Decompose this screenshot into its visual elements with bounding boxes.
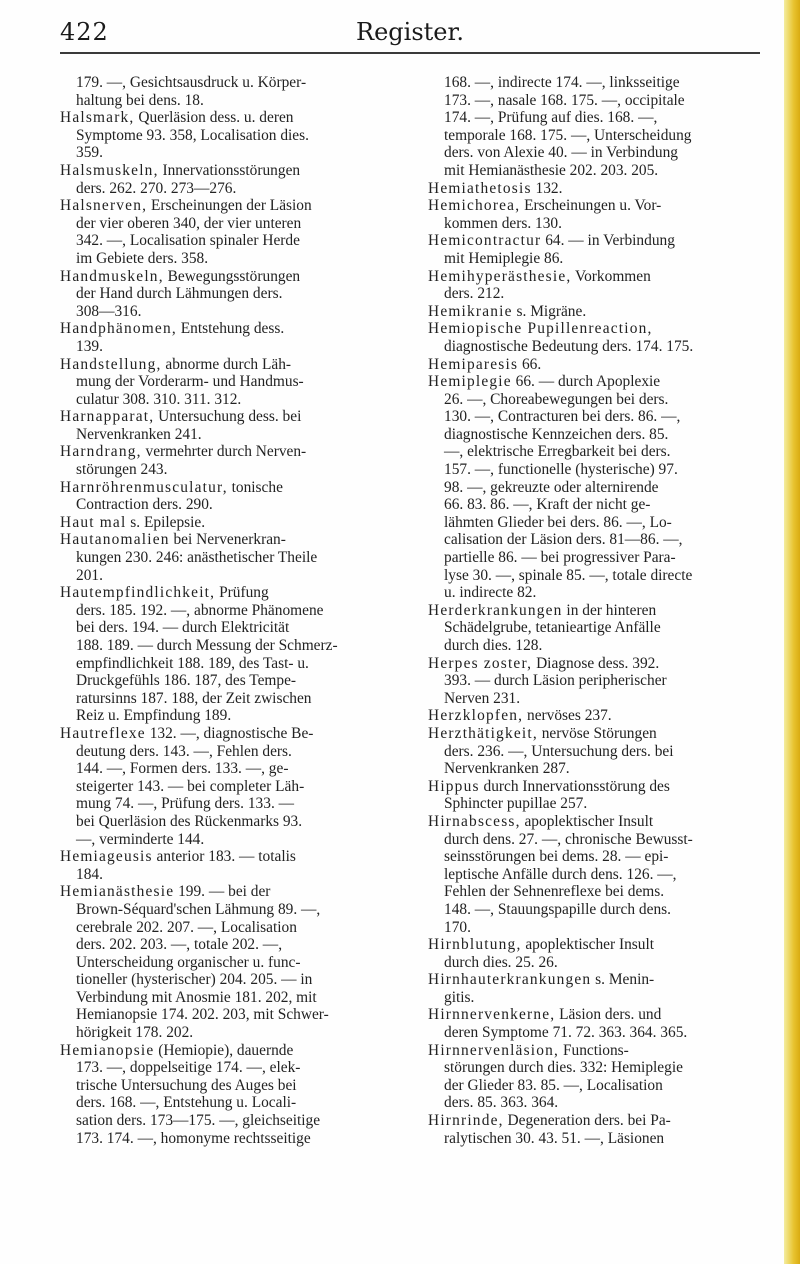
index-line	[428, 760, 758, 778]
index-line-text: 132. —, diagnostische Be-	[145, 724, 314, 742]
index-line-text: deutung ders. 143. —, Fehlen ders.	[76, 742, 292, 760]
index-line	[428, 707, 758, 725]
index-line-text: apoplektischer Insult	[520, 812, 654, 830]
index-line	[428, 531, 758, 549]
index-headword: Hautanomalien	[60, 531, 170, 549]
index-line-text: nervöses 237.	[523, 707, 612, 725]
index-line	[60, 197, 390, 215]
index-line-text: 173. —, nasale 168. 175. —, occipitale	[444, 91, 685, 109]
index-line	[60, 795, 390, 813]
index-line	[428, 1024, 758, 1042]
index-line-text: hörigkeit 178. 202.	[76, 1024, 194, 1042]
index-line	[428, 883, 758, 901]
index-line-text: Diagnose dess. 392.	[532, 654, 660, 672]
index-line	[428, 725, 758, 743]
index-line	[60, 919, 390, 937]
index-line	[60, 426, 390, 444]
index-line	[60, 883, 390, 901]
index-headword: Hemianopsie	[60, 1041, 155, 1059]
index-line-text: trische Untersuchung des Auges bei	[76, 1076, 297, 1094]
index-line-text: durch dies. 128.	[444, 637, 543, 654]
index-line	[428, 1094, 758, 1112]
index-line	[428, 74, 758, 92]
index-line	[60, 443, 390, 461]
index-line	[428, 92, 758, 110]
index-headword: Hirnrinde,	[428, 1112, 504, 1130]
index-headword: Hirnnervenkerne,	[428, 1006, 556, 1024]
index-line	[428, 919, 758, 937]
index-line	[428, 637, 758, 655]
index-line-text: störungen 243.	[76, 461, 168, 479]
index-line	[60, 338, 390, 356]
index-line-text: Druckgefühls 186. 187, des Tempe-	[76, 672, 297, 690]
index-line	[428, 901, 758, 919]
index-headword: Halsmark,	[60, 109, 135, 127]
index-line-text: Verbindung mit Anosmie 181. 202, mit	[76, 988, 317, 1006]
index-line-text: steigerter 143. — bei completer Läh-	[76, 777, 305, 795]
index-headword: Harndrang,	[60, 443, 142, 461]
index-line-text: störungen durch dies. 332: Hemiplegie	[444, 1059, 683, 1077]
index-line-text: Erscheinungen u. Vor-	[520, 197, 662, 215]
index-line	[60, 602, 390, 620]
index-line-text: s. Migräne.	[512, 302, 587, 320]
index-line-text: 64. — in Verbindung	[541, 232, 675, 250]
index-line-text: Innervationsstörungen	[158, 161, 301, 179]
index-line-text: anterior 183. — totalis	[152, 848, 296, 866]
index-line	[60, 584, 390, 602]
index-column-right	[428, 74, 758, 1147]
index-line-text: ders. 212.	[444, 285, 505, 303]
index-line	[60, 250, 390, 268]
page-edge-strip	[784, 0, 800, 1264]
index-line	[428, 989, 758, 1007]
index-line	[60, 408, 390, 426]
index-line	[60, 320, 390, 338]
index-line-text: Schädelgrube, tetanieartige Anfälle	[444, 619, 661, 637]
index-headword: Hemicontractur	[428, 232, 542, 250]
index-line	[60, 725, 390, 743]
index-line-text: temporale 168. 175. —, Unterscheidung	[444, 126, 692, 144]
index-headword: Hemihyperästhesie,	[428, 267, 572, 285]
index-line	[60, 479, 390, 497]
index-line	[60, 813, 390, 831]
index-line	[428, 672, 758, 690]
index-line	[428, 567, 758, 585]
index-line-text: 168. —, indirecte 174. —, linksseitige	[444, 74, 680, 91]
index-line-text: Entstehung dess.	[176, 320, 285, 338]
index-line	[428, 743, 758, 761]
index-line	[428, 584, 758, 602]
index-line-text: diagnostische Kennzeichen ders. 85.	[444, 425, 669, 443]
index-line	[428, 127, 758, 145]
index-line-text: Querläsion dess. u. deren	[134, 109, 294, 127]
index-line	[428, 1077, 758, 1095]
index-line	[60, 743, 390, 761]
index-headword: Handmuskeln,	[60, 267, 164, 285]
index-line	[60, 215, 390, 233]
index-headword: Herzklopfen,	[428, 707, 524, 725]
index-line-text: 26. —, Choreabewegungen bei ders.	[444, 390, 669, 408]
running-title: Register.	[356, 18, 464, 46]
index-line-text: diagnostische Bedeutung ders. 174. 175.	[444, 337, 694, 355]
index-line-text: 359.	[76, 144, 103, 162]
index-line-text: 179. —, Gesichtsausdruck u. Körper-	[76, 74, 307, 91]
index-line	[60, 74, 390, 92]
index-line-text: lyse 30. —, spinale 85. —, totale directe	[444, 566, 693, 584]
index-line	[428, 479, 758, 497]
index-line	[428, 356, 758, 374]
index-line	[60, 901, 390, 919]
index-line	[428, 514, 758, 532]
index-column-left	[60, 74, 390, 1147]
index-line-text: 342. —, Localisation spinaler Herde	[76, 232, 300, 250]
index-line	[60, 778, 390, 796]
index-line-text: der vier oberen 340, der vier unteren	[76, 214, 302, 232]
index-line	[428, 373, 758, 391]
index-line	[60, 1006, 390, 1024]
index-line-text: 144. —, Formen ders. 133. —, ge-	[76, 760, 289, 778]
index-headword: Hemichorea,	[428, 197, 521, 215]
index-line	[60, 954, 390, 972]
index-line-text: deren Symptome 71. 72. 363. 364. 365.	[444, 1024, 688, 1042]
index-line-text: vermehrter durch Nerven-	[141, 443, 307, 461]
index-line	[428, 778, 758, 796]
index-line	[60, 936, 390, 954]
index-line-text: 98. —, gekreuzte oder alternirende	[444, 478, 659, 496]
index-line-text: —, elektrische Erregbarkeit bei ders.	[444, 443, 671, 461]
index-line-text: calisation der Läsion ders. 81—86. —,	[444, 531, 683, 549]
index-line-text: haltung bei dens. 18.	[76, 91, 204, 109]
index-line-text: cerebrale 202. 207. —, Localisation	[76, 918, 297, 936]
index-line-text: ralytischen 30. 43. 51. —, Läsionen	[444, 1129, 665, 1147]
index-line	[60, 232, 390, 250]
index-line-text: Brown-Séquard'schen Lähmung 89. —,	[76, 900, 321, 918]
index-line	[428, 197, 758, 215]
index-headword: Hemiparesis	[428, 355, 519, 373]
index-headword: Harnapparat,	[60, 408, 155, 426]
index-line-text: Läsion ders. und	[555, 1006, 662, 1024]
index-line	[60, 567, 390, 585]
index-headword: Harnröhrenmusculatur,	[60, 478, 228, 496]
index-line	[60, 496, 390, 514]
index-line-text: ders. 185. 192. —, abnorme Phänomene	[76, 601, 324, 619]
index-line-text: ders. 85. 363. 364.	[444, 1094, 559, 1112]
index-headword: Handstellung,	[60, 355, 162, 373]
index-line	[428, 971, 758, 989]
index-line	[428, 391, 758, 409]
index-line	[428, 655, 758, 673]
index-line	[428, 285, 758, 303]
index-line	[60, 549, 390, 567]
index-headword: Hirnhauterkrankungen	[428, 971, 592, 989]
index-headword: Hemiathetosis	[428, 179, 532, 197]
index-line	[60, 268, 390, 286]
index-line-text: s. Menin-	[591, 971, 655, 989]
index-line	[428, 426, 758, 444]
index-line	[428, 866, 758, 884]
index-line-text: 132.	[531, 179, 563, 197]
index-line-text: mit Hemianästhesie 202. 203. 205.	[444, 161, 659, 179]
index-line-text: Reiz u. Empfindung 189.	[76, 707, 232, 725]
index-line	[428, 954, 758, 972]
index-line-text: sation ders. 173—175. —, gleichseitige	[76, 1112, 321, 1130]
index-line	[428, 813, 758, 831]
index-line-text: Untersuchung dess. bei	[154, 408, 302, 426]
index-line-text: nervöse Störungen	[537, 724, 657, 742]
index-line-text: 174. —, Prüfung auf dies. 168. —,	[444, 109, 658, 127]
index-line-text: 393. — durch Läsion peripherischer	[444, 672, 667, 690]
index-line-text: der Hand durch Lähmungen ders.	[76, 285, 283, 303]
index-line-text: kungen 230. 246: anästhetischer Theile	[76, 549, 318, 567]
index-line-text: durch dens. 27. —, chronische Bewusst-	[444, 830, 693, 848]
index-line	[60, 127, 390, 145]
index-line-text: Fehlen der Sehnenreflexe bei dems.	[444, 883, 665, 901]
index-line	[428, 162, 758, 180]
index-line-text: mit Hemiplegie 86.	[444, 249, 564, 267]
index-headword: Hemiageusis	[60, 848, 153, 866]
index-headword: Hippus	[428, 777, 480, 795]
index-line	[428, 180, 758, 198]
index-line-text: der Glieder 83. 85. —, Localisation	[444, 1076, 663, 1094]
index-headword: Haut mal	[60, 513, 127, 531]
index-line-text: mung der Vorderarm- und Handmus-	[76, 373, 304, 391]
index-line	[60, 1112, 390, 1130]
index-line-text: gitis.	[444, 988, 475, 1006]
index-line	[60, 461, 390, 479]
index-line	[428, 144, 758, 162]
index-line-text: Nervenkranken 241.	[76, 425, 202, 443]
index-line	[428, 232, 758, 250]
index-line-text: Symptome 93. 358, Localisation dies.	[76, 126, 309, 144]
index-line-text: durch Innervationsstörung des	[479, 777, 670, 795]
index-headword: Hemikranie	[428, 302, 513, 320]
index-line-text: tonische	[227, 478, 283, 496]
index-line	[428, 1006, 758, 1024]
index-line-text: apoplektischer Insult	[521, 936, 654, 954]
index-line	[428, 250, 758, 268]
index-line-text: Sphincter pupillae 257.	[444, 795, 588, 813]
index-headword: Halsmuskeln,	[60, 161, 159, 179]
index-headword: Herderkrankungen	[428, 601, 563, 619]
index-line-text: 66. 83. 86. —, Kraft der nicht ge-	[444, 496, 651, 514]
index-line	[60, 672, 390, 690]
index-line	[428, 936, 758, 954]
page-header	[60, 18, 760, 52]
index-line	[60, 619, 390, 637]
index-line	[428, 338, 758, 356]
index-line-text: 308—316.	[76, 302, 142, 320]
index-line-text: leptische Anfälle durch dens. 126. —,	[444, 865, 677, 883]
index-line	[60, 285, 390, 303]
index-line	[428, 1059, 758, 1077]
index-line	[428, 619, 758, 637]
index-line-text: abnorme durch Läh-	[161, 355, 292, 373]
index-line-text: 199. — bei der	[174, 883, 271, 901]
index-headword: Hirnabscess,	[428, 812, 521, 830]
index-line-text: bei ders. 194. — durch Elektricität	[76, 619, 290, 637]
index-headword: Halsnerven,	[60, 197, 148, 215]
index-line-text: mung 74. —, Prüfung ders. 133. —	[76, 795, 295, 813]
index-line-text: culatur 308. 310. 311. 312.	[76, 390, 242, 408]
index-line-text: 130. —, Contracturen bei ders. 86. —,	[444, 408, 681, 426]
index-line	[60, 760, 390, 778]
index-headword: Handphänomen,	[60, 320, 177, 338]
index-line	[428, 549, 758, 567]
index-line-text: 184.	[76, 865, 103, 883]
index-line-text: ders. 202. 203. —, totale 202. —,	[76, 936, 283, 954]
index-line-text: 66.	[518, 355, 542, 373]
index-line-text: im Gebiete ders. 358.	[76, 249, 209, 267]
index-line-text: in der hinteren	[562, 601, 657, 619]
index-line	[60, 109, 390, 127]
index-line	[60, 162, 390, 180]
index-line-text: ders. 262. 270. 273—276.	[76, 179, 237, 197]
index-line	[60, 514, 390, 532]
index-line	[428, 496, 758, 514]
index-line	[60, 655, 390, 673]
index-line-text: ders. von Alexie 40. — in Verbindung	[444, 144, 678, 162]
index-line	[60, 303, 390, 321]
index-headword: Herzthätigkeit,	[428, 724, 538, 742]
index-line	[428, 1042, 758, 1060]
header-rule	[60, 52, 760, 54]
index-line	[60, 690, 390, 708]
index-line	[60, 373, 390, 391]
index-headword: Hirnnervenläsion,	[428, 1041, 560, 1059]
index-line-text: Bewegungsstörungen	[163, 267, 301, 285]
index-line	[60, 848, 390, 866]
index-line-text: u. indirecte 82.	[444, 584, 537, 602]
index-line-text: 188. 189. — durch Messung der Schmerz-	[76, 637, 338, 654]
index-line	[428, 408, 758, 426]
index-line-text: 173. 174. —, homonyme rechtsseitige	[76, 1129, 311, 1147]
index-line-text: 139.	[76, 337, 103, 355]
index-line-text: bei Nervenerkran-	[169, 531, 286, 549]
index-line-text: 201.	[76, 566, 103, 584]
index-line-text: s. Epilepsie.	[126, 513, 206, 531]
index-line-text: kommen ders. 130.	[444, 214, 562, 232]
index-line-text: —, verminderte 144.	[76, 830, 205, 848]
index-line-text: Erscheinungen der Läsion	[147, 197, 312, 215]
index-headword: Hemianästhesie	[60, 883, 175, 901]
index-line	[60, 1077, 390, 1095]
index-line	[60, 531, 390, 549]
index-line	[428, 602, 758, 620]
index-line	[60, 1042, 390, 1060]
index-line	[428, 1112, 758, 1130]
index-line	[60, 180, 390, 198]
index-line-text: Prüfung	[215, 584, 269, 602]
index-line	[428, 831, 758, 849]
index-line-text: Unterscheidung organischer u. func-	[76, 953, 301, 971]
index-line-text: bei Querläsion des Rückenmarks 93.	[76, 812, 303, 830]
index-line	[60, 144, 390, 162]
index-line-text: Vorkommen	[571, 267, 651, 285]
index-line	[428, 109, 758, 127]
index-line	[60, 831, 390, 849]
index-line	[60, 971, 390, 989]
index-line-text: 148. —, Stauungspapille durch dens.	[444, 900, 671, 918]
index-line-text: seinsstörungen bei dems. 28. — epi-	[444, 848, 669, 866]
index-line	[428, 443, 758, 461]
index-line	[60, 989, 390, 1007]
index-line-text: tioneller (hysterischer) 204. 205. — in	[76, 971, 313, 989]
index-line	[428, 268, 758, 286]
index-line-text: ders. 168. —, Entstehung u. Locali-	[76, 1094, 297, 1112]
index-line	[60, 866, 390, 884]
index-line-text: 157. —, functionelle (hysterische) 97.	[444, 461, 678, 479]
index-line-text: Nerven 231.	[444, 689, 521, 707]
index-line	[60, 1059, 390, 1077]
index-line	[428, 215, 758, 233]
index-line	[428, 690, 758, 708]
index-line-text: partielle 86. — bei progressiver Para-	[444, 549, 676, 567]
index-line-text: ders. 236. —, Untersuchung ders. bei	[444, 742, 674, 760]
index-headword: Hemiopische Pupillenreaction,	[428, 320, 653, 338]
index-line	[428, 848, 758, 866]
index-line-text: Degeneration ders. bei Pa-	[503, 1112, 671, 1130]
index-line	[60, 391, 390, 409]
index-line-text: Functions-	[559, 1041, 629, 1059]
index-line	[60, 637, 390, 655]
index-line-text: durch dies. 25. 26.	[444, 953, 558, 971]
index-headword: Hemiplegie	[428, 373, 512, 391]
index-line-text: (Hemiopie), dauernde	[154, 1041, 294, 1059]
index-headword: Hautempfindlichkeit,	[60, 584, 216, 602]
index-line-text: Contraction ders. 290.	[76, 496, 213, 514]
index-line-text: 173. —, doppelseitige 174. —, elek-	[76, 1059, 301, 1077]
index-line	[60, 1094, 390, 1112]
index-line-text: empfindlichkeit 188. 189, des Tast- u.	[76, 654, 309, 672]
index-line	[60, 707, 390, 725]
index-line-text: lähmten Glieder bei ders. 86. —, Lo-	[444, 513, 672, 531]
index-line	[428, 320, 758, 338]
index-headword: Herpes zoster,	[428, 654, 533, 672]
index-line-text: Nervenkranken 287.	[444, 760, 570, 778]
index-headword: Hirnblutung,	[428, 936, 522, 954]
index-line	[60, 1130, 390, 1148]
index-line-text: ratursinns 187. 188, der Zeit zwischen	[76, 689, 312, 707]
index-line	[428, 303, 758, 321]
index-line	[428, 461, 758, 479]
index-line-text: Hemianopsie 174. 202. 203, mit Schwer-	[76, 1006, 329, 1024]
index-line-text: 170.	[444, 918, 471, 936]
index-line	[60, 356, 390, 374]
index-line	[60, 1024, 390, 1042]
index-line	[60, 92, 390, 110]
index-line	[428, 795, 758, 813]
index-line	[428, 1130, 758, 1148]
index-headword: Hautreflexe	[60, 724, 146, 742]
index-line-text: 66. — durch Apoplexie	[511, 373, 661, 391]
page-number: 422	[60, 18, 109, 46]
